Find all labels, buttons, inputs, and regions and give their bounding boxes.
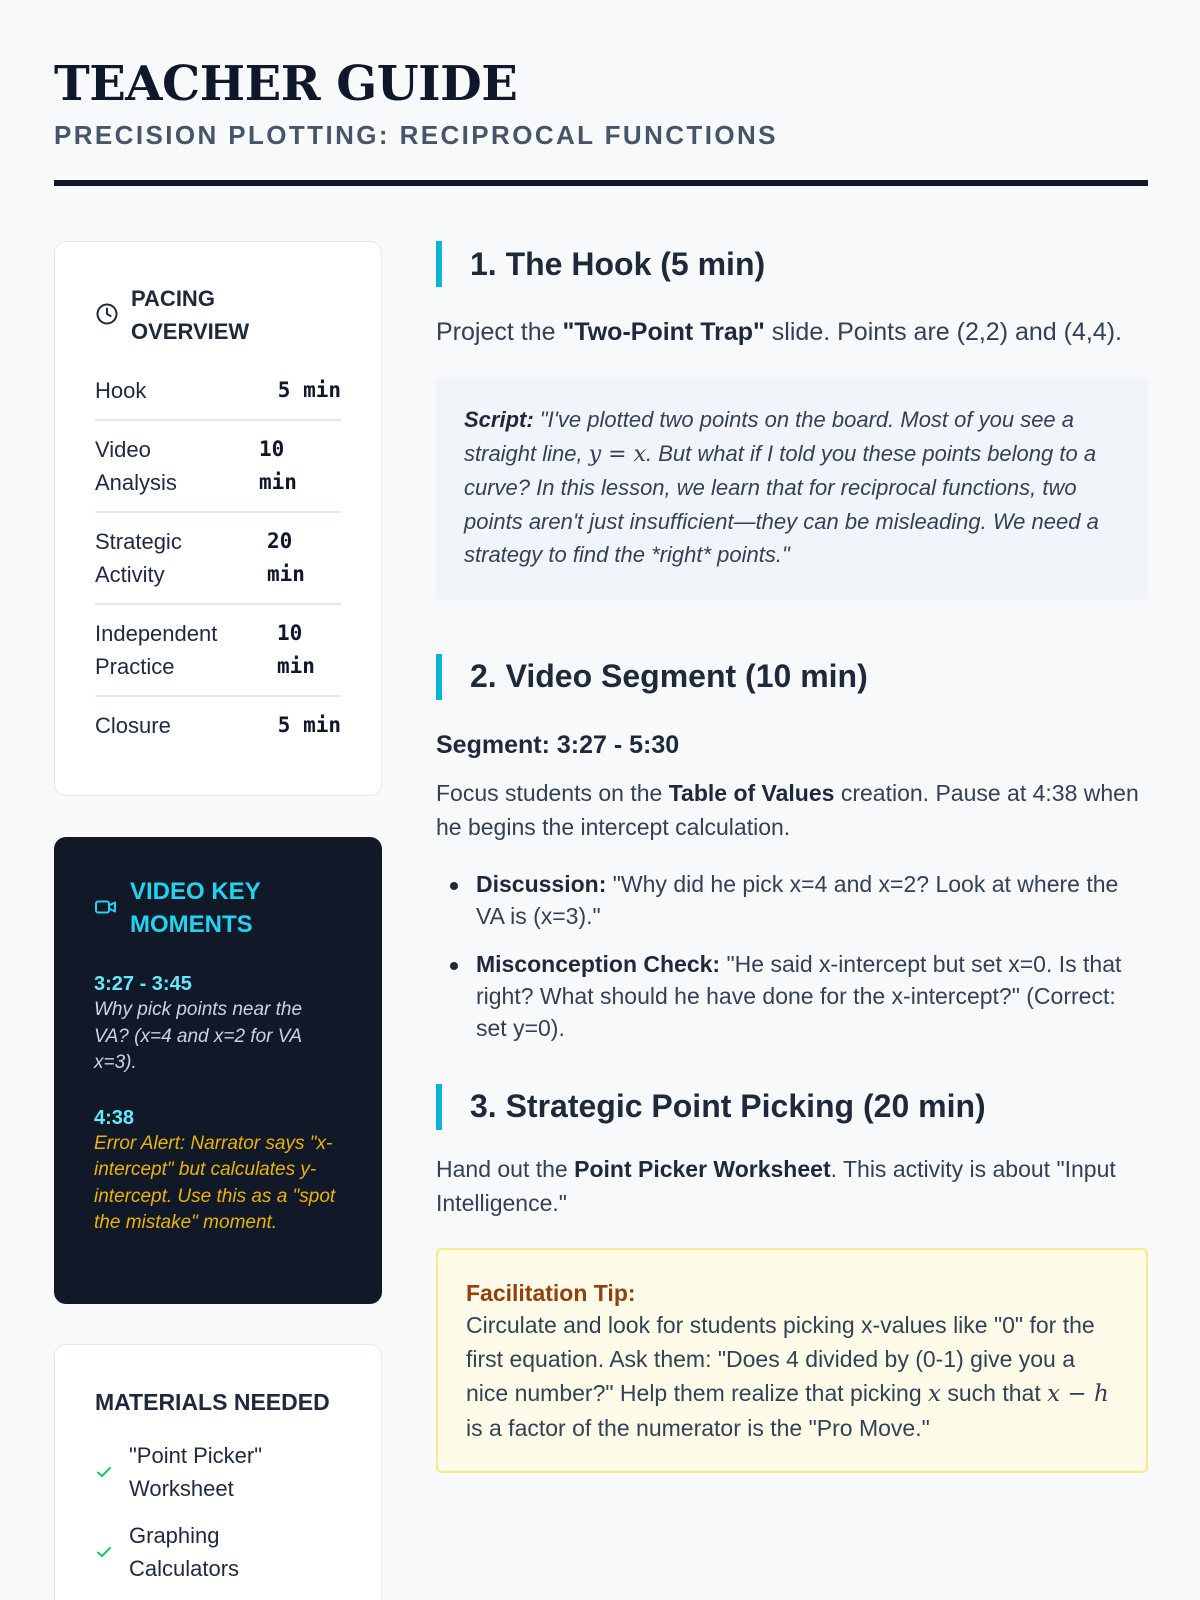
moment-time: 3:27 - 3:45 <box>94 973 192 995</box>
materials-item-label: Graphing Calculators <box>129 1523 240 1581</box>
pacing-label: Video Analysis <box>95 437 177 495</box>
pacing-row-independent-practice <box>95 605 341 697</box>
video-header <box>94 875 342 941</box>
materials-title: MATERIALS NEEDED <box>95 1389 330 1415</box>
hook-script-box: Script: "I've plotted two points on the board. Most of you see a straight line, y = x. But what if I told you these points belong to a curve? In this lesson, we learn that for reciprocal functions, two points aren't just insufficient—they can be misleading. We need a strategy to find the *right* points." <box>436 377 1148 600</box>
materials-item-label: "Point Picker" Worksheet <box>129 1443 262 1501</box>
pacing-row-strategic-activity <box>95 513 341 605</box>
list-item: Discussion: "Why did he pick x=4 and x=2? Look at where the VA is (x=3)." <box>436 868 1148 932</box>
section-heading-hook: 1. The Hook (5 min) <box>436 241 1148 287</box>
check-icon <box>95 1543 113 1561</box>
pacing-value: 10 min <box>277 621 315 678</box>
hook-intro: Project the "Two-Point Trap" slide. Points are (2,2) and (4,4). <box>436 318 1122 346</box>
pacing-label: Hook <box>95 378 147 403</box>
pacing-row-video-analysis <box>95 421 341 513</box>
segment-label: Segment: 3:27 - 5:30 <box>436 730 680 759</box>
video-camera-icon <box>94 895 118 919</box>
page-subtitle: PRECISION PLOTTING: RECIPROCAL FUNCTIONS <box>54 120 778 150</box>
video-moment <box>94 971 342 1077</box>
section-heading-video: 2. Video Segment (10 min) <box>436 654 1148 700</box>
pacing-header <box>95 282 341 348</box>
pacing-label: Independent Practice <box>95 621 218 679</box>
video-discussion-list <box>436 868 1148 1044</box>
main-content <box>436 241 1148 1473</box>
math-expression: y = x <box>588 441 646 467</box>
tip-text: Circulate and look for students picking x-values like "0" for the first equation. Ask them: "Does 4 divided by (0-1) give you a nice number?" Help them realize that picking x such that x − h is a factor of the numerator is the "Pro Move." <box>466 1311 1109 1441</box>
materials-item <box>95 1519 341 1585</box>
pacing-label: Strategic Activity <box>95 529 182 587</box>
math-expression: x <box>928 1380 941 1407</box>
list-item: Misconception Check: "He said x-intercept but set x=0. Is that right? What should he have done for the x-intercept?" (Correct: set y=0). <box>436 948 1148 1044</box>
materials-card <box>54 1344 382 1600</box>
pacing-value: 5 min <box>277 713 341 737</box>
video-title: VIDEO KEY MOMENTS <box>130 878 261 938</box>
page-title: TEACHER GUIDE <box>54 56 518 112</box>
clock-icon <box>95 302 119 326</box>
facilitation-tip-box <box>436 1248 1148 1473</box>
tip-label: Facilitation Tip: <box>466 1279 636 1306</box>
materials-list <box>95 1439 341 1585</box>
pacing-list <box>95 362 341 754</box>
pacing-row-hook <box>95 362 341 421</box>
materials-item <box>95 1439 341 1505</box>
moment-error-alert-text: Error Alert: Narrator says "x-intercept" but calculates y-intercept. Use this as a "spot the mistake" moment. <box>94 1132 336 1233</box>
moment-text: Why pick points near the VA? (x=4 and x=2 for VA x=3). <box>94 999 303 1073</box>
math-expression: x − h <box>1047 1380 1109 1407</box>
video-key-moments-card <box>54 837 382 1304</box>
pacing-value: 5 min <box>277 378 341 402</box>
page-header <box>54 58 1148 150</box>
moment-time: 4:38 <box>94 1106 135 1129</box>
pacing-row-closure <box>95 697 341 754</box>
pacing-value: 20 min <box>267 529 305 586</box>
video-focus-text: Focus students on the Table of Values creation. Pause at 4:38 when he begins the intercept calculation. <box>436 779 1139 840</box>
video-moment <box>94 1105 342 1237</box>
pacing-overview-card <box>54 241 382 796</box>
pacing-title: PACING OVERVIEW <box>131 286 250 344</box>
pacing-label: Closure <box>95 713 171 738</box>
pacing-value: 10 min <box>259 437 297 494</box>
script-label: Script: <box>464 407 534 432</box>
check-icon <box>95 1463 113 1481</box>
section-heading-strategic: 3. Strategic Point Picking (20 min) <box>436 1084 1148 1130</box>
header-divider <box>54 180 1148 186</box>
strategic-intro: Hand out the Point Picker Worksheet. This activity is about "Input Intelligence." <box>436 1155 1116 1216</box>
